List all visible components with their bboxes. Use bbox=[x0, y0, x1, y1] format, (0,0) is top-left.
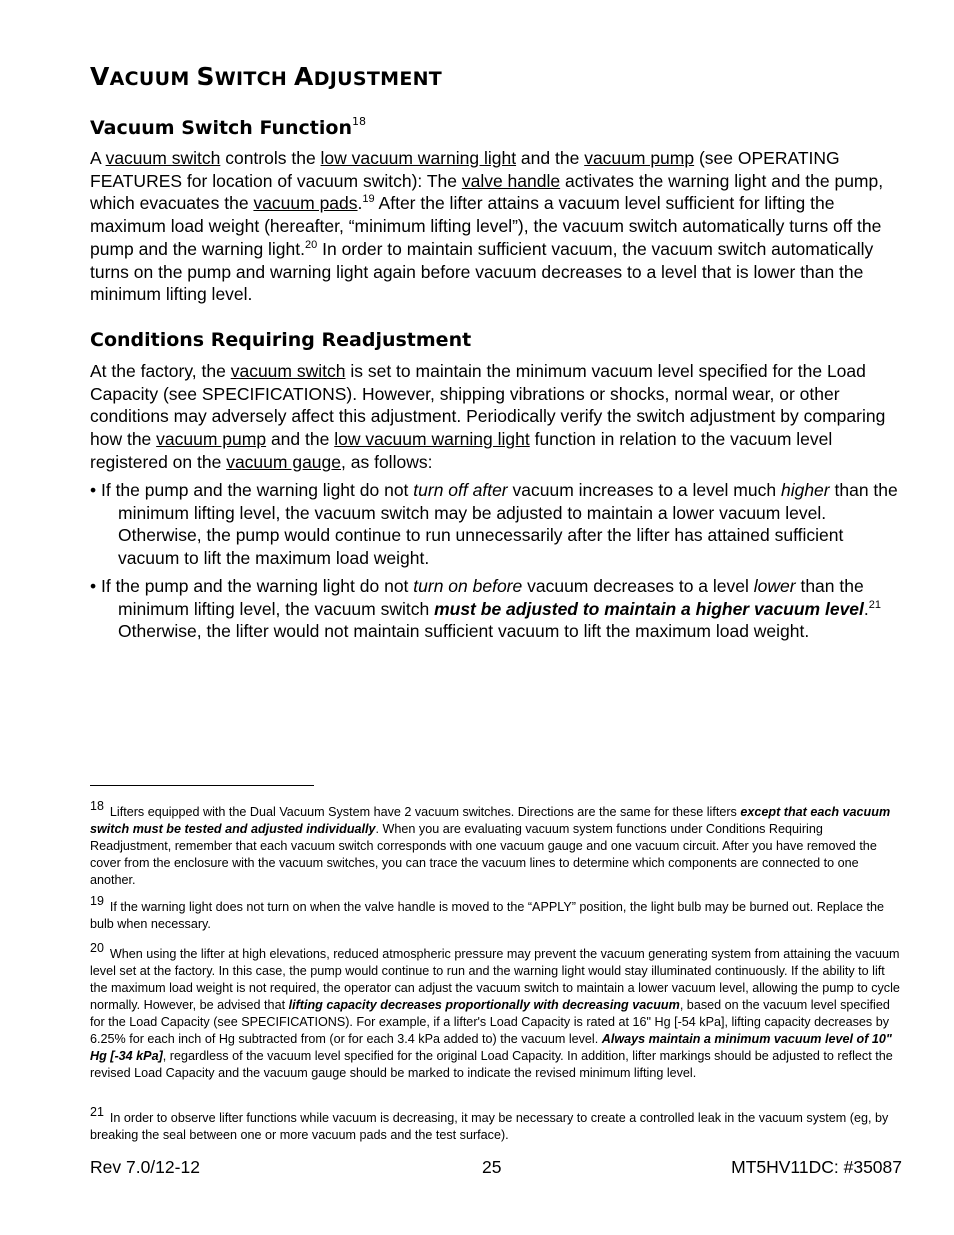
readjustment-paragraph bbox=[90, 360, 902, 474]
bullet-item bbox=[90, 575, 902, 643]
text-run: In order to observe lifter functions while vacuum is decreasing, it may be necessary to create a controlled leak in the vacuum system (eg, by breaking the seal between one or more vacuum pads and the test surface). bbox=[90, 1111, 889, 1142]
footnote-ref: 21 bbox=[868, 598, 882, 611]
text-run: Always maintain a minimum vacuum level of 10" Hg [-34 kPa] bbox=[90, 1032, 892, 1063]
text-run: At the factory, the bbox=[90, 361, 231, 381]
text-run: When using the lifter at high elevations, reduced atmospheric pressure may prevent the vacuum generating system from attaining the vacuum level set at the factory. In this case, the pump would continue to run and the warning light would stay illuminated continuously. If the ability to lift the maximum load weight is not required, the operator can adjust the vacuum switch to maintain a lower vacuum level, allowing the pump to cycle normally. However, be advised that bbox=[90, 947, 900, 1012]
text-run: low vacuum warning light bbox=[334, 429, 530, 450]
text-run: • If the pump and the warning light do not bbox=[90, 576, 414, 596]
text-run: vacuum switch bbox=[230, 361, 346, 381]
text-run: than the minimum lifting level, the vacuum switch bbox=[118, 576, 864, 619]
text-run: Lifters equipped with the Dual Vacuum System have 2 vacuum switches. Directions are the same for these lifters bbox=[109, 805, 741, 819]
revision-label: Rev 7.0/12-12 bbox=[90, 1157, 200, 1177]
document-id: MT5HV11DC: #35087 bbox=[731, 1157, 902, 1177]
text-run: A bbox=[90, 148, 106, 168]
text-run: than the minimum lifting level, the vacuum switch may be adjusted to maintain a lower vacuum level. Otherwise, the pump would continue to run unnecessarily after the lifter has attained sufficient vacuum to lift the maximum load weight. bbox=[118, 480, 898, 569]
footnote bbox=[90, 941, 902, 1082]
text-run: 19 bbox=[90, 894, 104, 908]
text-run: and the bbox=[516, 148, 585, 168]
text-run: In order to maintain sufficient vacuum, the vacuum switch automatically turns on the pump and warning light again before vacuum decreases to a level that is lower than the minimum lifting level. bbox=[90, 238, 874, 305]
text-run: , regardless of the vacuum level specified for the original Load Capacity. In addition, lifter markings should be adjusted to reflect the revised Load Capacity and the vacuum gauge should be marked to indicate the revised minimum lifting level. bbox=[90, 1049, 893, 1080]
text-run: If the warning light does not turn on when the valve handle is moved to the “APPLY” position, the light bulb may be burned out. Replace the bulb when necessary. bbox=[90, 900, 884, 931]
text-run: and the bbox=[266, 429, 335, 450]
text-run: except that each vacuum switch must be tested and adjusted individually bbox=[90, 805, 891, 836]
text-run: higher bbox=[780, 480, 830, 500]
text-run: controls the bbox=[220, 148, 321, 168]
footnote-divider bbox=[90, 785, 314, 786]
footnote bbox=[90, 799, 902, 889]
bullet-item bbox=[90, 479, 902, 570]
text-run: vacuum increases to a level much bbox=[507, 480, 781, 500]
section-heading-function: Vacuum Switch Function$^{18}$ bbox=[90, 115, 366, 139]
text-run: must be adjusted to maintain a higher vacuum level bbox=[434, 598, 864, 619]
text-run: , as follows: bbox=[341, 451, 433, 472]
text-run: lower bbox=[753, 576, 796, 596]
text-run: vacuum decreases to a level bbox=[522, 576, 754, 596]
text-run: After the lifter attains a vacuum level sufficient for lifting the maximum load weight (hereafter, “minimum lifting level”), the vacuum switch automatically turns off the pump and the warning light. bbox=[90, 193, 882, 259]
footnote-ref: 18 bbox=[351, 115, 366, 128]
text-run: (see OPERATING FEATURES for location of vacuum switch): The bbox=[90, 148, 840, 191]
text-run: Otherwise, the lifter would not maintain sufficient vacuum to lift the maximum load weight. bbox=[118, 621, 810, 642]
text-run: vacuum pump bbox=[156, 429, 267, 450]
section-heading-readjustment: Conditions Requiring Readjustment bbox=[90, 329, 472, 351]
footnote bbox=[90, 894, 902, 933]
text-run: function in relation to the vacuum level registered on the bbox=[90, 429, 833, 472]
text-run: turn on before bbox=[413, 576, 523, 596]
text-run: . bbox=[357, 193, 363, 214]
footnote-ref: 20 bbox=[305, 238, 318, 251]
text-run: low vacuum warning light bbox=[320, 148, 517, 168]
text-run: is set to maintain the minimum vacuum level specified for the Load Capacity (see SPECIFICATIONS). However, shipping vibrations or shocks, normal wear, or other conditions may adversely affect this adjustment. Periodically verify the switch adjustment by comparing how the bbox=[90, 361, 886, 450]
text-run: valve handle bbox=[461, 170, 561, 191]
function-paragraph bbox=[90, 147, 902, 306]
page-title: VACUUM SWITCH ADJUSTMENT bbox=[90, 62, 443, 91]
text-run: vacuum pads bbox=[253, 193, 358, 214]
footnote-ref: 19 bbox=[362, 193, 375, 206]
text-run: vacuum gauge bbox=[226, 451, 342, 472]
text-run: , based on the vacuum level specified for the Load Capacity (see SPECIFICATIONS). For example, if a lifter's Load Capacity is rated at 16" Hg [-54 kPa], lifting capacity decreases by 6.25% for each inch of Hg subtracted from (or for each 3.4 kPa added to) the vacuum level. bbox=[90, 998, 890, 1046]
text-run: vacuum pump bbox=[584, 148, 695, 168]
text-run: . bbox=[863, 598, 869, 619]
page-number: 25 bbox=[482, 1157, 502, 1177]
text-run: activates the warning light and the pump, which evacuates the bbox=[90, 170, 884, 214]
footnote bbox=[90, 1105, 902, 1144]
text-run: lifting capacity decreases proportionally with decreasing vacuum bbox=[288, 998, 680, 1012]
text-run: turn off after bbox=[413, 480, 508, 500]
text-run: 20 bbox=[90, 941, 104, 955]
text-run: vacuum switch bbox=[105, 148, 221, 168]
text-run: 21 bbox=[90, 1105, 104, 1119]
text-run: . When you are evaluating vacuum system functions under Conditions Requiring Readjustment, remember that each vacuum switch corresponds with one vacuum gauge and one vacuum circuit. After you have removed the cover from the enclosure with the vacuum switches, you can trace the vacuum lines to determine which components are connected to one another. bbox=[90, 822, 877, 887]
text-run: • If the pump and the warning light do not bbox=[90, 480, 414, 500]
text-run: 18 bbox=[90, 799, 104, 813]
